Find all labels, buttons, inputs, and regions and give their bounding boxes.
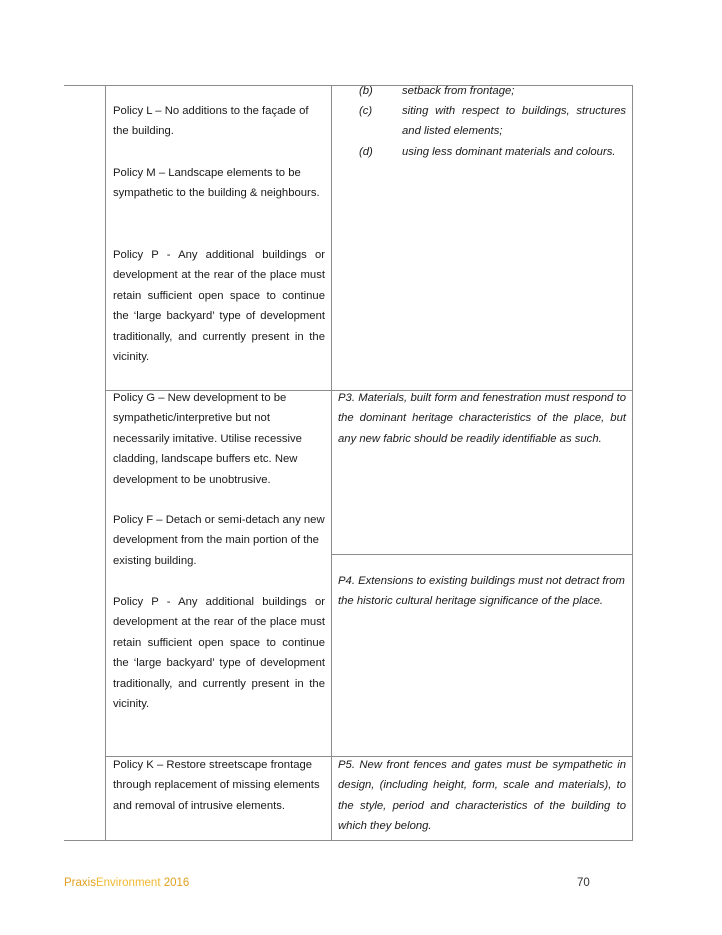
policy-f-text: Policy F – Detach or semi-detach any new development from the main portion of the existing building. [113,514,325,567]
policy-m-text: Policy M – Landscape elements to be sympathetic to the building & neighbours. [113,167,320,200]
p5-text: P5. New front fences and gates must be sympathetic in design, (including height, form, scale and materials), to the style, period and characteristics of the building to which they belong. [338,759,626,833]
list-label-b: (b) [359,85,373,97]
policy-k-text: Policy K – Restore streetscape frontage through replacement of missing elements and removal of intrusive elements. [113,759,320,812]
policy-p-text-1: Policy P - Any additional buildings or development at the rear of the place must retain sufficient open space to continue the ‘large backyard’ type of development traditionally, and currently present in the vicinity. [113,249,325,364]
list-item-b: setback from frontage; [402,85,515,97]
brand-praxis: Praxis [64,877,96,889]
table-mid-rule [331,85,332,841]
brand-environment: Environment [95,877,161,889]
policy-p-text-2: Policy P - Any additional buildings or development at the rear of the place must retain sufficient open space to continue the ‘large backyard’ type of development traditionally, and currently present in the vicinity. [113,596,325,711]
p3-text: P3. Materials, built form and fenestration must respond to the dominant heritage characteristics of the place, but any new fabric should be readily identifiable as such. [338,392,626,445]
footer-year: 2016 [163,877,190,889]
p4-text: P4. Extensions to existing buildings must not detract from the historic cultural heritage significance of the place. [338,575,625,608]
policy-g-text: Policy G – New development to be sympathetic/interpretive but not necessarily imitative. Utilise recessive cladding, landscape buffers etc. New development to be unobtrusive. [113,392,302,486]
list-item-c: siting with respect to buildings, structures and listed elements; [402,105,626,138]
page-number: 70 [577,877,590,889]
list-item-d: using less dominant materials and colours. [402,146,616,158]
footer-brand [64,877,189,889]
list-label-d: (d) [359,146,373,158]
right-cell-divider [331,554,633,555]
table-left-rule [105,85,106,841]
policy-l-text: Policy L – No additions to the façade of the building. [113,105,309,138]
table-bottom-rule [64,840,633,841]
list-label-c: (c) [359,105,373,117]
table-right-rule [632,85,633,841]
